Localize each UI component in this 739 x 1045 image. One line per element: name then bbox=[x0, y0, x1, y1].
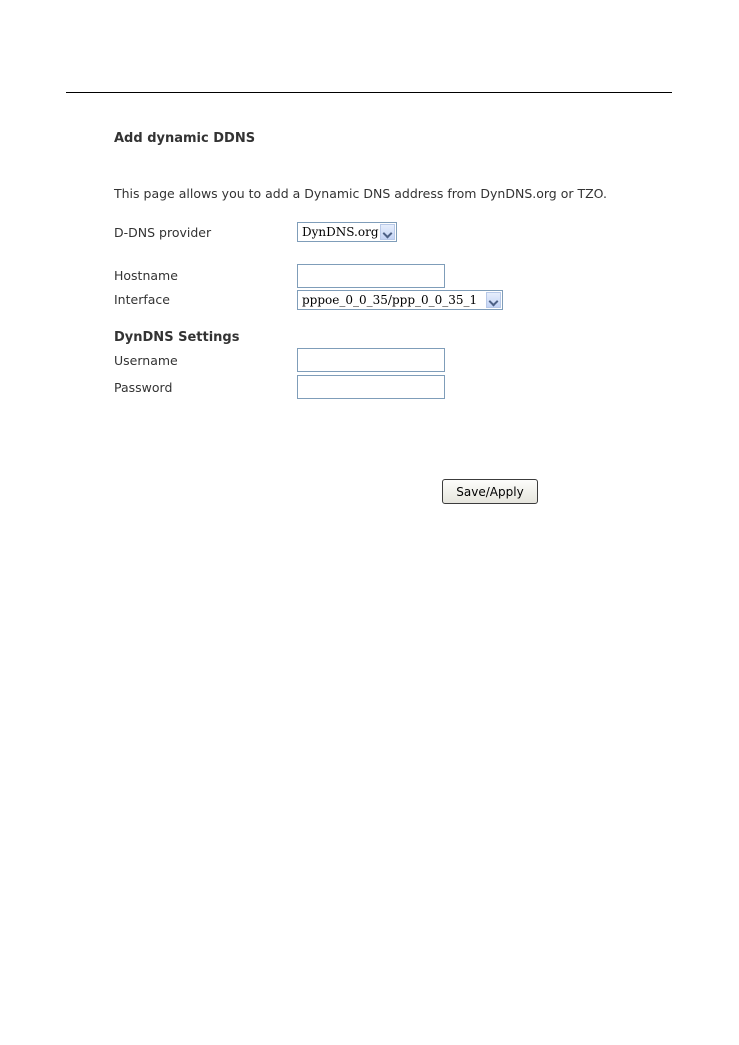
dyndns-settings-heading: DynDNS Settings bbox=[114, 330, 240, 345]
header-divider bbox=[66, 92, 672, 93]
provider-label: D-DNS provider bbox=[114, 225, 212, 240]
interface-select-value: pppoe_0_0_35/ppp_0_0_35_1 bbox=[302, 293, 478, 307]
page-title: Add dynamic DDNS bbox=[114, 131, 256, 146]
chevron-down-icon[interactable] bbox=[486, 292, 501, 308]
password-input[interactable] bbox=[297, 375, 445, 399]
hostname-input[interactable] bbox=[297, 264, 445, 288]
chevron-down-icon[interactable] bbox=[380, 224, 395, 240]
username-label: Username bbox=[114, 353, 178, 368]
provider-select-value: DynDNS.org bbox=[302, 225, 379, 239]
provider-select[interactable] bbox=[297, 222, 397, 242]
interface-select[interactable] bbox=[297, 290, 503, 310]
save-apply-button[interactable]: Save/Apply bbox=[442, 479, 538, 504]
username-input[interactable] bbox=[297, 348, 445, 372]
password-label: Password bbox=[114, 380, 173, 395]
interface-label: Interface bbox=[114, 292, 170, 307]
hostname-label: Hostname bbox=[114, 268, 178, 283]
page-description: This page allows you to add a Dynamic DNS address from DynDNS.org or TZO. bbox=[114, 186, 607, 201]
